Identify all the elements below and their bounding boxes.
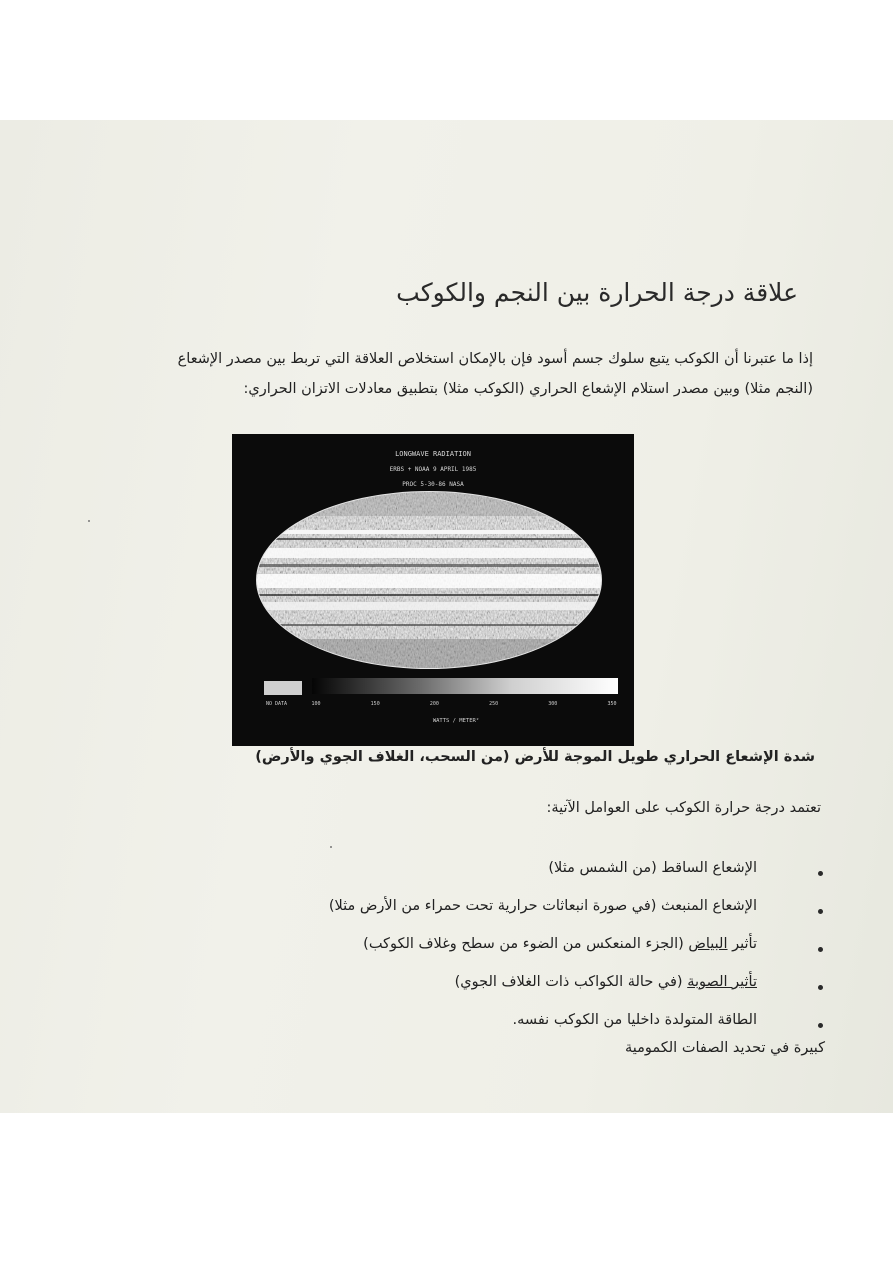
bullet-icon — [818, 909, 823, 914]
bullet-icon — [818, 985, 823, 990]
bullet-icon — [818, 871, 823, 876]
term-albedo: البياض — [688, 936, 728, 952]
no-data-swatch — [264, 681, 302, 695]
map-title-line-2: ERBS + NOAA 9 APRIL 1985 — [389, 466, 477, 473]
factor-text: الإشعاع الساقط (من الشمس مثلا) — [548, 860, 757, 876]
map-title-line-3: PROC 5-30-86 NASA — [402, 481, 464, 488]
scale-tick-label: 250 — [489, 701, 499, 707]
paper-speck — [88, 520, 90, 522]
factor-text: تأثير الصوبة (في حالة الكواكب ذات الغلاف الجوي) — [454, 974, 757, 990]
factors-intro: تعتمد درجة حرارة الكوكب على العوامل الآتية: — [546, 800, 821, 816]
longwave-radiation-map — [232, 434, 634, 746]
bullet-icon — [818, 947, 823, 952]
scale-ticks — [311, 701, 616, 707]
list-item — [103, 974, 823, 1000]
map-title-line-1: LONGWAVE RADIATION — [395, 450, 471, 458]
scale-tick-label: 300 — [548, 701, 558, 707]
radiation-texture — [252, 489, 612, 674]
figure-caption: شدة الإشعاع الحراري طويل الموجة للأرض (من السحب، الغلاف الجوي والأرض) — [255, 749, 815, 765]
no-data-label: NO DATA — [266, 701, 288, 707]
scale-tick-label: 150 — [370, 701, 380, 707]
factor-text: الطاقة المتولدة داخليا من الكوكب نفسه. — [512, 1012, 757, 1028]
list-item — [103, 898, 823, 924]
intro-paragraph — [70, 344, 813, 404]
intro-line-1: إذا ما عتبرنا أن الكوكب يتبع سلوك جسم أسود فإن بالإمكان استخلاص العلاقة التي تربط بين مصدر الإشعاع — [177, 351, 813, 367]
bullet-icon — [818, 1023, 823, 1028]
scale-tick-label: 200 — [429, 701, 439, 707]
scale-tick-label: 350 — [607, 701, 617, 707]
trailing-text: كبيرة في تحديد الصفات الكمومية — [624, 1040, 825, 1056]
scale-tick-label: 100 — [311, 701, 321, 707]
term-greenhouse: تأثير الصوبة — [687, 974, 757, 990]
paper-speck — [330, 846, 332, 848]
list-item — [103, 860, 823, 886]
list-item — [103, 1012, 823, 1038]
intro-line-2: (النجم مثلا) وبين مصدر استلام الإشعاع الحراري (الكوكب مثلا) بتطبيق معادلات الاتزان الحراري: — [243, 381, 813, 397]
unit-label: WATTS / METER² — [432, 718, 480, 724]
radiation-scale-bar — [312, 678, 618, 694]
factor-text: تأثير البياض (الجزء المنعكس من الضوء من سطح وغلاف الكوكب) — [363, 936, 757, 952]
list-item — [103, 936, 823, 962]
page-title: علاقة درجة الحرارة بين النجم والكوكب — [396, 278, 798, 307]
factor-text: الإشعاع المنبعث (في صورة انبعاثات حرارية تحت حمراء من الأرض مثلا) — [328, 898, 757, 914]
